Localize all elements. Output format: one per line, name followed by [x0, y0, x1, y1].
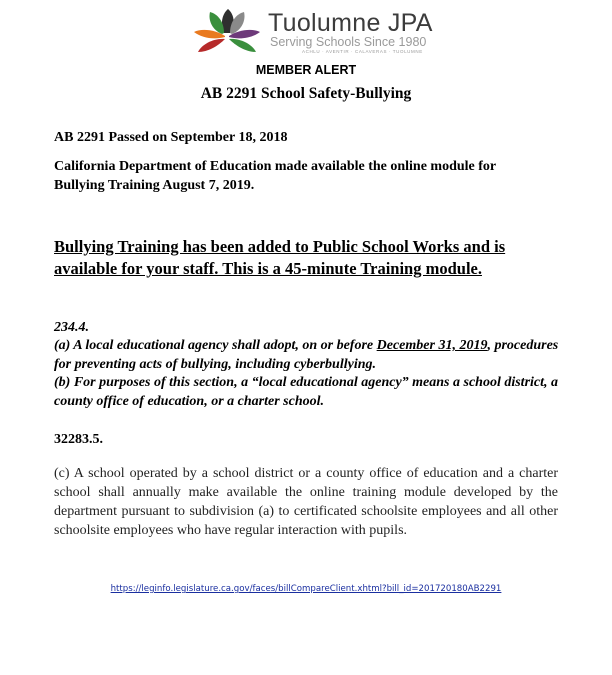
member-alert-heading: MEMBER ALERT: [255, 63, 357, 77]
logo-name: Tuolumne JPA: [268, 9, 433, 37]
training-announcement: [54, 236, 536, 280]
section-a-suffix: , procedures for preventing acts of bullying, including cyberbullying.: [54, 338, 559, 372]
passed-date-text: AB 2291 Passed on September 18, 2018: [54, 130, 288, 145]
tuolumne-jpa-logo: [190, 6, 433, 56]
section-a-prefix: (a) A local educational agency shall adopt, on or before: [54, 338, 377, 353]
leginfo-link[interactable]: https://leginfo.legislature.ca.gov/faces/billCompareClient.xhtml?bill_id=201720180AB2291: [110, 584, 502, 594]
training-text-part2: available for your staff. This is a 45-minute Training module.: [54, 259, 482, 278]
section-234-b: (b) For purposes of this section, a “local educational agency” means a school district, a county office of education, or a charter school.: [54, 375, 559, 409]
section-32283-number: 32283.5.: [54, 432, 103, 447]
section-234-a: [54, 336, 564, 374]
page-title: AB 2291 School Safety-Bullying: [200, 85, 412, 102]
section-a-date: December 31, 2019: [376, 338, 488, 353]
flower-logo-icon: [190, 6, 265, 56]
section-32283-c: (c) A school operated by a school district or a county office of education and a charter school shall annually make available the online training module developed by the department pursuant to subdivision (a) to certificated schoolsite employees and all other schoolsite employees who have regular interaction with pupils.: [54, 466, 558, 538]
logo-subtitle: ACHLU · AVENTIR · CALAVERAS · TUOLUMNE: [302, 49, 423, 54]
training-text-part1: Bullying Training has been added to Public School Works and is: [54, 237, 506, 256]
cde-module-text: California Department of Education made available the online module for Bullying Training August 7, 2019.: [54, 159, 496, 193]
section-234-number: 234.4.: [54, 320, 89, 335]
logo-tagline: Serving Schools Since 1980: [270, 35, 427, 49]
